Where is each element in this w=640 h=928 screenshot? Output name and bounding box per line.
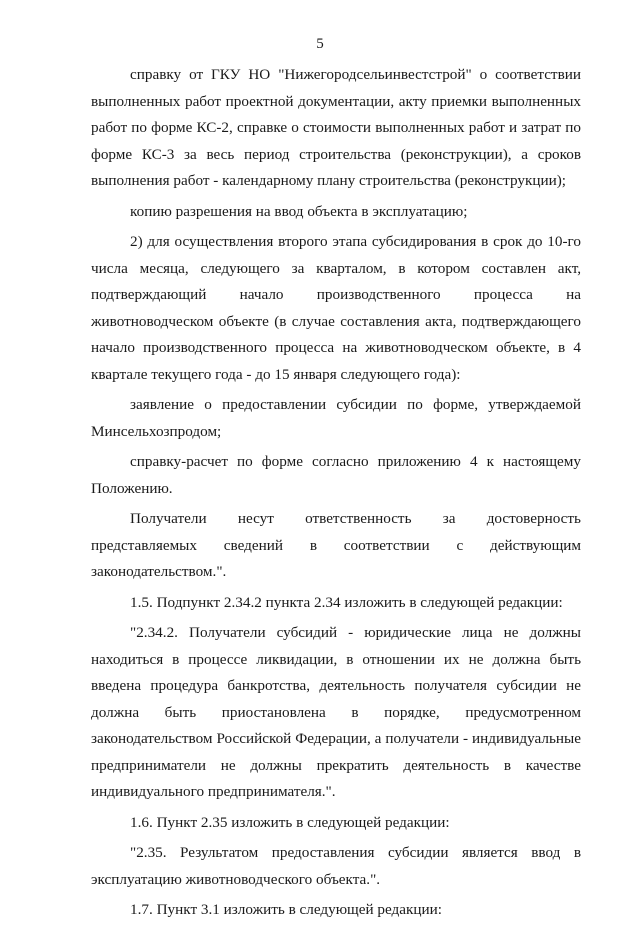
paragraph-certificate-gku: справку от ГКУ НО "Нижегородсельинвестстрой" о соответствии выполненных работ проектной документации, акту приемки выполненных работ по форме КС-2, справке о стоимости выполненных работ и затрат по форме КС-3 за весь период строительства (реконструкции), а сроков выполнения работ - календарному плану строительства (реконструкции); <box>91 66 581 189</box>
document-body <box>91 62 581 928</box>
paragraph-clause-2-35: "2.35. Результатом предоставления субсидии является ввод в эксплуатацию животноводческого объекта.". <box>91 844 581 888</box>
paragraph-item-1-7: 1.7. Пункт 3.1 изложить в следующей редакции: <box>130 901 443 918</box>
paragraph-calculation: справку-расчет по форме согласно приложению 4 к настоящему Положению. <box>91 453 581 497</box>
paragraph-responsibility: Получатели несут ответственность за достоверность представляемых сведений в соответствии с действующим законодательством.". <box>91 510 581 580</box>
paragraph-item-1-5: 1.5. Подпункт 2.34.2 пункта 2.34 изложить в следующей редакции: <box>130 593 563 611</box>
paragraph-clause-2-34-2: "2.34.2. Получатели субсидий - юридические лица не должны находиться в процессе ликвидации, в отношении их не должна быть введена процедура банкротства, деятельность получателя субсидии не должна быть приостановлена в порядке, предусмотренном законодательством Российской Федерации, а получатели - индивидуальные предприниматели не должны прекратить деятельность в качестве индивидуального предпринимателя.". <box>91 624 581 800</box>
paragraph-item-1-6: 1.6. Пункт 2.35 изложить в следующей редакции: <box>130 813 450 831</box>
paragraph-commissioning-permit: копию разрешения на ввод объекта в эксплуатацию; <box>130 202 468 220</box>
page-number: 5 <box>316 36 324 52</box>
paragraph-second-stage: 2) для осуществления второго этапа субсидирования в срок до 10-го числа месяца, следующего за кварталом, в котором составлен акт, подтверждающий начало производственного процесса на животноводческом объекте (в случае составления акта, подтверждающего начало производственного процесса на животноводческом объекте, в 4 квартале текущего года - до 15 января следующего года): <box>91 233 581 383</box>
paragraph-application: заявление о предоставлении субсидии по форме, утверждаемой Минсельхозпродом; <box>91 396 581 440</box>
